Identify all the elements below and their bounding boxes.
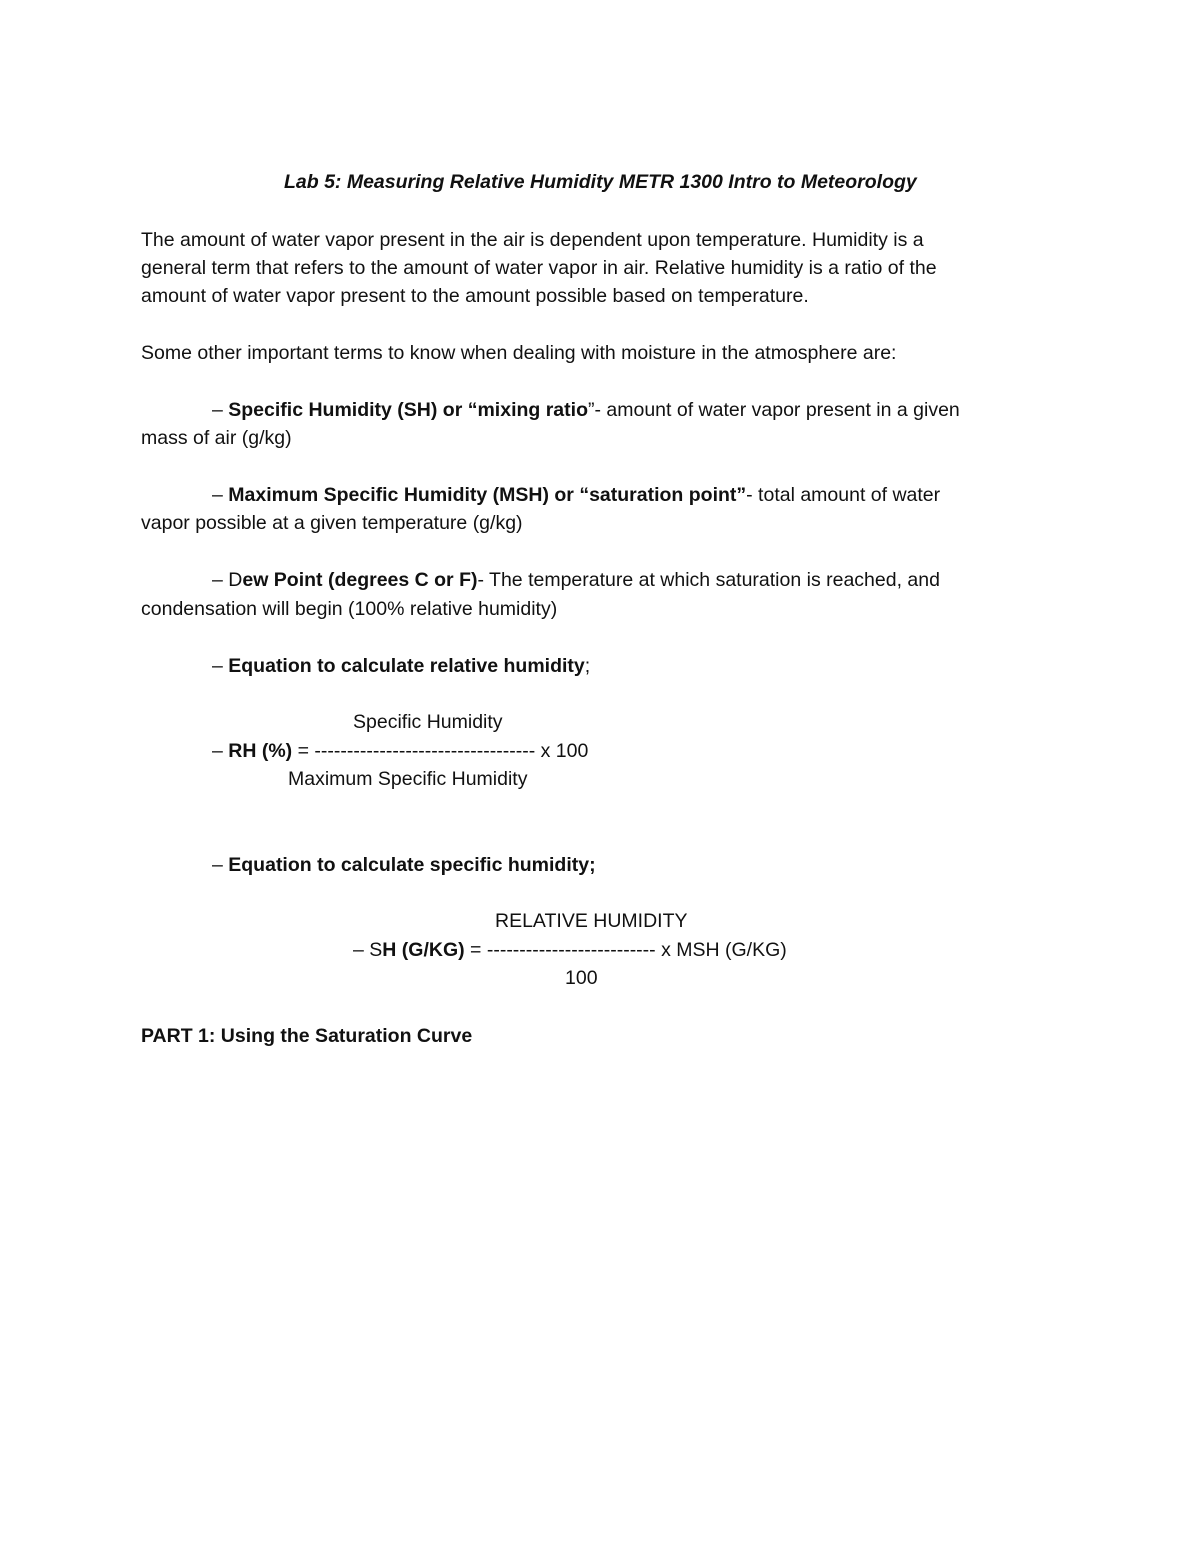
rh-equation-denominator: Maximum Specific Humidity — [288, 768, 528, 790]
equation-fraction-bar: = -------------------------- x MSH (G/KG) — [464, 939, 787, 961]
term-definition: - total amount of water — [746, 484, 941, 506]
heading-text: Equation to calculate relative humidity — [228, 655, 585, 677]
equation-fraction-bar: = ---------------------------------- x 100 — [292, 740, 589, 762]
term-dash: – D — [212, 569, 243, 591]
intro-line-3: amount of water vapor present to the amount possible based on temperature. — [141, 285, 809, 307]
rh-equation-heading — [212, 652, 590, 680]
term-maximum-specific-humidity — [212, 481, 940, 509]
equation-dash: – — [212, 740, 229, 762]
equation-lhs: RH (%) — [228, 740, 293, 762]
heading-text: Equation to calculate specific humidity; — [228, 854, 596, 876]
term-definition: ”- amount of water vapor present in a given — [587, 399, 960, 421]
term-specific-humidity — [212, 396, 960, 424]
term-name: Specific Humidity (SH) or “mixing ratio — [228, 399, 588, 421]
terms-intro: Some other important terms to know when dealing with moisture in the atmosphere are: — [141, 342, 897, 364]
part-1-heading: PART 1: Using the Saturation Curve — [141, 1025, 473, 1047]
document-title: Lab 5: Measuring Relative Humidity METR 1300 Intro to Meteorology — [284, 171, 917, 193]
rh-equation-numerator: Specific Humidity — [353, 711, 503, 733]
equation-lhs: H (G/KG) — [382, 939, 465, 961]
term-name: ew Point (degrees C or F) — [242, 569, 478, 591]
term-name: Maximum Specific Humidity (MSH) or “saturation point” — [228, 484, 747, 506]
sh-equation-heading — [212, 851, 596, 879]
equation-dash: – S — [353, 939, 383, 961]
sh-equation-numerator: RELATIVE HUMIDITY — [495, 910, 688, 932]
sh-equation-main — [353, 936, 787, 964]
term-specific-humidity-continuation: mass of air (g/kg) — [141, 427, 292, 449]
term-dash: – — [212, 484, 229, 506]
rh-equation-main — [212, 737, 588, 765]
heading-dash: – — [212, 854, 229, 876]
term-dew-point-continuation: condensation will begin (100% relative humidity) — [141, 598, 558, 620]
heading-suffix: ; — [584, 655, 591, 677]
term-maximum-specific-humidity-continuation: vapor possible at a given temperature (g/kg) — [141, 512, 523, 534]
term-dash: – — [212, 399, 229, 421]
sh-equation-denominator: 100 — [565, 967, 598, 989]
intro-line-2: general term that refers to the amount of water vapor in air. Relative humidity is a ratio of the — [141, 257, 937, 279]
heading-dash: – — [212, 655, 229, 677]
term-dew-point — [212, 566, 940, 594]
term-definition: - The temperature at which saturation is reached, and — [477, 569, 940, 591]
intro-line-1: The amount of water vapor present in the air is dependent upon temperature. Humidity is a — [141, 229, 924, 251]
